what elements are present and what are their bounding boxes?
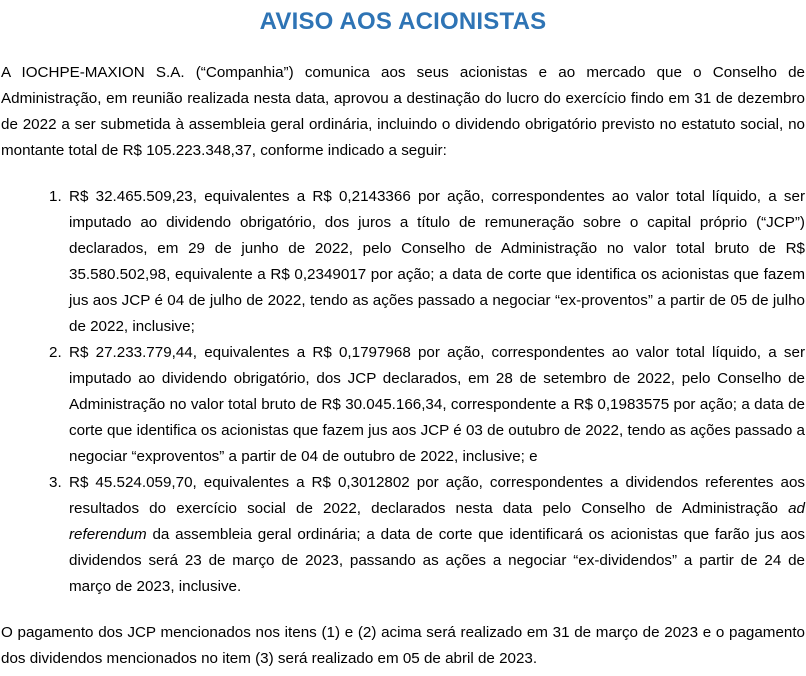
list-item-text-part: R$ 45.524.059,70, equivalentes a R$ 0,3012802 por ação, correspondentes a dividendos referentes aos resultados do exercício social de 2022, declarados nesta data pelo Conselho de Administração bbox=[69, 474, 805, 517]
closing-paragraph: O pagamento dos JCP mencionados nos itens (1) e (2) acima será realizado em 31 de março de 2023 e o pagamento dos dividendos mencionados no item (3) será realizado em 05 de abril de 2023. bbox=[1, 624, 805, 667]
list-item-text: R$ 32.465.509,23, equivalentes a R$ 0,2143366 por ação, correspondentes ao valor total líquido, a ser imputado ao dividendo obrigatório, dos juros a título de remuneração sobre o capital próprio (“JCP”) declarados, em 29 de junho de 2022, pelo Conselho de Administração no valor total bruto de R$ 35.580.502,98, equivalente a R$ 0,2349017 por ação; a data de corte que identifica os acionistas que fazem jus aos JCP é 04 de julho de 2022, tendo as ações passado a negociar “ex-proventos” a partir de 05 de julho de 2022, inclusive; bbox=[69, 188, 805, 335]
document bbox=[0, 6, 806, 676]
page-title: AVISO AOS ACIONISTAS bbox=[259, 8, 547, 35]
list-item-number: 3. bbox=[49, 474, 62, 491]
list-item-text-part: da assembleia geral ordinária; a data de corte que identificará os acionistas que farão jus aos dividendos será 23 de março de 2023, passando as ações a negociar “ex-dividendos” a partir de 24 de março de 2023, inclusive. bbox=[69, 526, 805, 595]
list-item-italic-text: ad referendum bbox=[69, 500, 805, 543]
list-item bbox=[49, 470, 805, 600]
list-item-number: 2. bbox=[49, 344, 62, 361]
list-item-number: 1. bbox=[49, 188, 62, 205]
list-item-text: R$ 27.233.779,44, equivalentes a R$ 0,1797968 por ação, correspondentes ao valor total líquido, a ser imputado ao dividendo obrigatório, dos JCP declarados, em 28 de setembro de 2022, pelo Conselho de Administração no valor total bruto de R$ 30.045.166,34, correspondente a R$ 0,1983575 por ação; a data de corte que identifica os acionistas que fazem jus aos JCP é 03 de outubro de 2022, tendo as ações passado a negociar “exproventos” a partir de 04 de outubro de 2022, inclusive; e bbox=[69, 344, 805, 465]
list-item bbox=[49, 184, 805, 340]
list-item bbox=[49, 340, 805, 470]
distribution-list bbox=[1, 184, 805, 600]
intro-paragraph: A IOCHPE-MAXION S.A. (“Companhia”) comunica aos seus acionistas e ao mercado que o Conselho de Administração, em reunião realizada nesta data, aprovou a destinação do lucro do exercício findo em 31 de dezembro de 2022 a ser submetida à assembleia geral ordinária, incluindo o dividendo obrigatório previsto no estatuto social, no montante total de R$ 105.223.348,37, conforme indicado a seguir: bbox=[1, 64, 805, 159]
